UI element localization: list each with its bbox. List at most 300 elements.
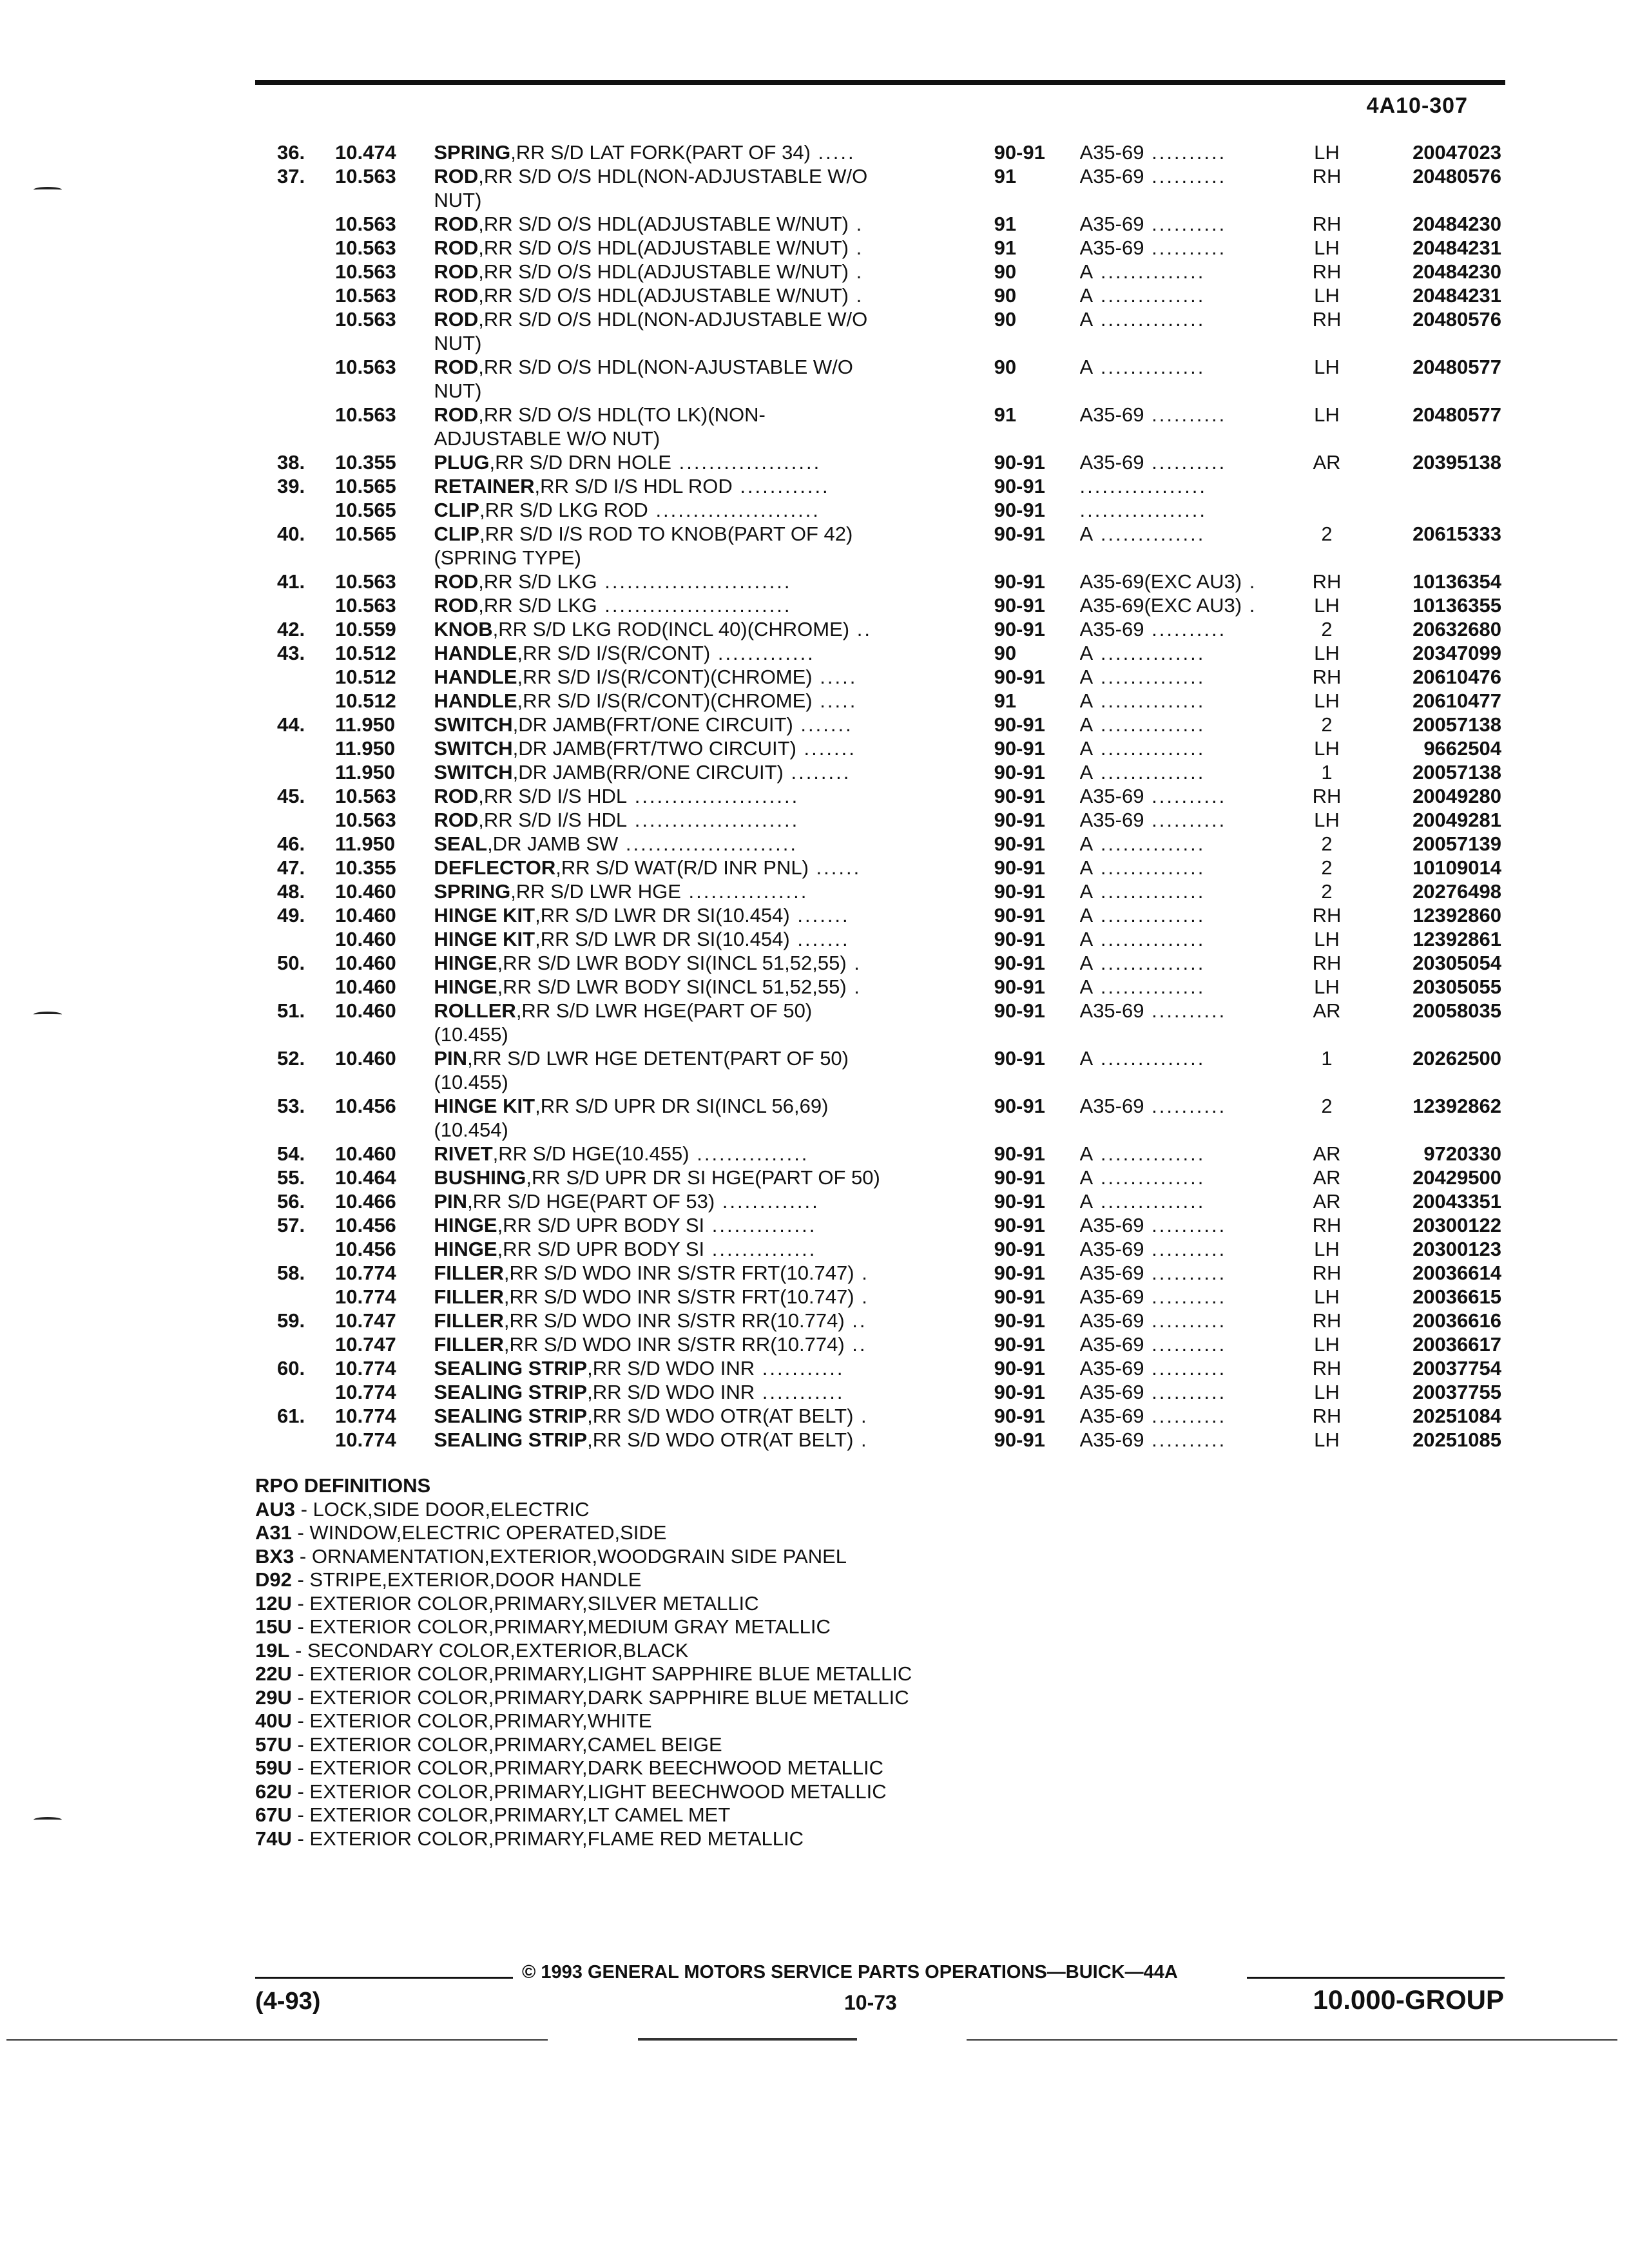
model-years: 90: [994, 260, 1017, 283]
group-number: 11.950: [334, 832, 396, 855]
usage-options: [1080, 450, 1297, 474]
rpo-code: 15U: [255, 1615, 292, 1638]
group-number: 10.460: [334, 999, 396, 1022]
model-years: 90-91: [994, 832, 1045, 855]
rpo-definition: [255, 1498, 912, 1522]
table-row: [277, 450, 1501, 474]
model-years: 90-91: [994, 1214, 1045, 1236]
leader-dots: ..: [844, 1333, 867, 1356]
part-number: 20251085: [1412, 1428, 1501, 1451]
item-number: 46.: [277, 832, 305, 855]
description: [434, 450, 994, 474]
scan-line-left: [6, 2039, 548, 2041]
option-code: A35-69: [1079, 1095, 1144, 1117]
part-description: ,RR S/D LWR DR SI(10.454): [535, 928, 790, 950]
model-years: 90-91: [994, 809, 1045, 831]
rpo-text: - EXTERIOR COLOR,PRIMARY,FLAME RED METALLIC: [291, 1827, 804, 1850]
leader-dots: ........: [783, 761, 851, 783]
table-row-continuation: [277, 1118, 1501, 1142]
model-years: 90-91: [994, 1357, 1045, 1379]
group-number: 10.460: [334, 880, 396, 903]
part-description: ,RR S/D O/S HDL(NON-ADJUSTABLE W/O: [478, 165, 868, 187]
description: [434, 1285, 994, 1309]
part-description: ,RR S/D I/S(R/CONT)(CHROME): [517, 689, 813, 712]
item-number: 38.: [277, 451, 305, 474]
model-years: 90-91: [994, 999, 1045, 1022]
rpo-text: - EXTERIOR COLOR,PRIMARY,DARK BEECHWOOD METALLIC: [291, 1756, 883, 1779]
part-name: ROD: [434, 403, 479, 426]
item-number: [277, 236, 335, 260]
description: [434, 1166, 994, 1189]
rpo-list: [255, 1498, 912, 1851]
part-name: ROD: [434, 785, 479, 807]
group-number: 10.355: [334, 451, 396, 474]
model-years: 90-91: [994, 928, 1045, 950]
table-row: [277, 832, 1501, 856]
part-number: 20043351: [1412, 1190, 1501, 1213]
quantity-side: RH: [1312, 1357, 1342, 1379]
usage-options: [1080, 665, 1297, 689]
description: [434, 736, 994, 760]
rpo-text: - EXTERIOR COLOR,PRIMARY,SILVER METALLIC: [291, 1591, 759, 1615]
part-description: ,RR S/D LKG ROD(INCL 40)(CHROME): [492, 618, 850, 640]
quantity-side: 2: [1321, 713, 1333, 736]
item-number: 45.: [277, 785, 305, 807]
table-row: [277, 1404, 1501, 1428]
option-code: A: [1079, 308, 1094, 331]
part-description: ,DR JAMB(FRT/ONE CIRCUIT): [512, 713, 793, 736]
model-years: 90: [994, 308, 1017, 331]
usage-options: [1080, 140, 1297, 164]
quantity-side: LH: [1314, 594, 1340, 617]
part-name: DEFLECTOR: [434, 856, 556, 879]
description: [434, 617, 994, 641]
description: [434, 879, 994, 903]
model-years: 90-91: [994, 141, 1045, 164]
option-code: A35-69(EXC AU3): [1079, 594, 1242, 617]
part-description: ,RR S/D WDO INR S/STR FRT(10.747): [503, 1285, 854, 1308]
leader-dots: .......................: [618, 832, 798, 855]
group-number: 10.460: [334, 952, 396, 974]
leader-dots: ..............: [1093, 880, 1206, 903]
part-number: 20037754: [1412, 1357, 1501, 1379]
description: [434, 522, 994, 546]
item-number: 40.: [277, 523, 305, 545]
description: [434, 808, 994, 832]
usage-options: [1080, 1142, 1297, 1166]
description-continuation: NUT): [434, 332, 482, 354]
group-number: 11.950: [334, 761, 396, 783]
item-number: [277, 1285, 335, 1309]
description: [434, 856, 994, 879]
part-number: [1356, 474, 1501, 498]
quantity-side: RH: [1312, 1214, 1342, 1236]
table-row: [277, 474, 1501, 498]
table-row: [277, 641, 1501, 665]
option-code: A35-69: [1079, 1357, 1144, 1379]
usage-options: [1080, 736, 1297, 760]
leader-dots: ..........: [1144, 1214, 1227, 1236]
option-code: A: [1079, 832, 1094, 855]
item-number: [277, 355, 335, 379]
model-years: 90-91: [994, 499, 1045, 521]
rpo-code: 12U: [255, 1591, 292, 1615]
table-row: [277, 307, 1501, 331]
part-description: ,RR S/D WDO INR S/STR FRT(10.747): [503, 1262, 854, 1284]
part-number: 20429500: [1412, 1166, 1501, 1189]
option-code: A: [1079, 1190, 1094, 1213]
item-number: [277, 1380, 335, 1404]
description: [434, 498, 994, 522]
description: [434, 832, 994, 856]
quantity-side: LH: [1314, 1428, 1340, 1451]
part-description: ,RR S/D O/S HDL(ADJUSTABLE W/NUT): [478, 236, 849, 259]
item-number: 58.: [277, 1262, 305, 1284]
option-code: A35-69: [1079, 1238, 1144, 1260]
part-description: ,DR JAMB SW: [487, 832, 619, 855]
table-row-continuation: [277, 1023, 1501, 1046]
leader-dots: ..............: [704, 1238, 817, 1260]
option-code: A35-69: [1079, 1381, 1144, 1403]
item-number: [277, 498, 335, 522]
group-number: 10.563: [334, 594, 396, 617]
description: [434, 903, 994, 927]
part-description: ,RR S/D O/S HDL(TO LK)(NON-: [478, 403, 766, 426]
usage-options: [1080, 903, 1297, 927]
group-number: [335, 1023, 434, 1046]
model-years: 90-91: [994, 952, 1045, 974]
group-number: 10.774: [334, 1405, 396, 1427]
rpo-definition: [255, 1615, 912, 1639]
leader-dots: ..............: [1093, 642, 1206, 664]
model-years: 90-91: [994, 451, 1045, 474]
part-number: 20037755: [1412, 1381, 1501, 1403]
usage-options: [1080, 975, 1297, 999]
group-number: 10.563: [334, 260, 396, 283]
item-number: 61.: [277, 1405, 305, 1427]
quantity-side: AR: [1313, 1190, 1341, 1213]
item-number: 36.: [277, 141, 305, 164]
table-row: [277, 593, 1501, 617]
model-years: 90-91: [994, 975, 1045, 998]
table-row: [277, 260, 1501, 284]
item-number: [277, 760, 335, 784]
item-number: 37.: [277, 165, 305, 187]
table-row: [277, 570, 1501, 593]
model-years: 91: [994, 403, 1017, 426]
table-row-continuation: [277, 1070, 1501, 1094]
table-row: [277, 212, 1501, 236]
model-years: 90-91: [994, 1428, 1045, 1451]
table-row: [277, 784, 1501, 808]
part-description: ,RR S/D O/S HDL(NON-AJUSTABLE W/O: [478, 356, 853, 378]
quantity-side: AR: [1313, 451, 1341, 474]
part-description: ,RR S/D O/S HDL(ADJUSTABLE W/NUT): [478, 260, 849, 283]
usage-options: [1080, 617, 1297, 641]
footer-page-number: 10-73: [844, 1991, 897, 2014]
part-number: 20395138: [1412, 451, 1501, 474]
leader-dots: ..............: [1093, 832, 1206, 855]
description: [434, 1237, 994, 1261]
part-number: 20480577: [1412, 356, 1501, 378]
option-code: A: [1079, 904, 1094, 927]
description: [434, 760, 994, 784]
option-code: A: [1079, 666, 1094, 688]
description: [434, 212, 994, 236]
part-number: 20036616: [1412, 1309, 1501, 1332]
model-years: 90: [994, 642, 1017, 664]
model-years: 90-91: [994, 1047, 1045, 1070]
group-number: 10.456: [334, 1238, 396, 1260]
table-row: [277, 1189, 1501, 1213]
leader-dots: .......: [789, 928, 850, 950]
leader-dots: ..............: [1093, 356, 1206, 378]
model-years: 90-91: [994, 475, 1045, 497]
description: [434, 164, 994, 188]
group-number: 10.563: [334, 785, 396, 807]
table-row: [277, 808, 1501, 832]
group-number: 11.950: [334, 713, 396, 736]
part-description: ,RR S/D HGE(PART OF 53): [467, 1190, 715, 1213]
leader-dots: .: [848, 260, 864, 283]
part-description: ,RR S/D LKG: [478, 594, 597, 617]
table-row: [277, 1094, 1501, 1118]
rpo-code: 19L: [255, 1639, 290, 1662]
option-code: A: [1079, 761, 1094, 783]
group-number: 10.563: [334, 356, 396, 378]
leader-dots: .........................: [597, 594, 792, 617]
group-number: 10.563: [334, 165, 396, 187]
option-code: A: [1079, 737, 1094, 760]
quantity-side: RH: [1312, 666, 1342, 688]
table-row: [277, 1237, 1501, 1261]
part-number: 10109014: [1412, 856, 1501, 879]
option-code: A: [1079, 1166, 1094, 1189]
model-years: 90-91: [994, 880, 1045, 903]
part-name: HANDLE: [434, 689, 517, 712]
leader-dots: ..........: [1144, 1262, 1227, 1284]
part-description: ,RR S/D WDO INR: [587, 1357, 755, 1379]
group-number: 10.747: [334, 1333, 396, 1356]
table-row: [277, 1166, 1501, 1189]
part-number: 20484230: [1412, 260, 1501, 283]
usage-options: [1080, 999, 1297, 1023]
quantity-side: AR: [1313, 999, 1341, 1022]
item-number: [277, 307, 335, 331]
quantity-side: 1: [1321, 761, 1333, 783]
part-description: ,DR JAMB(FRT/TWO CIRCUIT): [512, 737, 796, 760]
table-row: [277, 498, 1501, 522]
leader-dots: ..........: [1144, 809, 1227, 831]
group-number: 10.774: [334, 1285, 396, 1308]
model-years: 91: [994, 236, 1017, 259]
part-description: ,RR S/D WDO OTR(AT BELT): [587, 1428, 854, 1451]
option-code: A: [1079, 856, 1094, 879]
leader-dots: ..............: [1093, 689, 1206, 712]
part-description: ,RR S/D O/S HDL(ADJUSTABLE W/NUT): [478, 213, 849, 235]
part-name: ROD: [434, 260, 479, 283]
leader-dots: ..: [844, 1309, 867, 1332]
leader-dots: ......................: [627, 785, 800, 807]
leader-dots: .................: [1079, 475, 1207, 497]
option-code: A: [1079, 260, 1094, 283]
description: [434, 641, 994, 665]
option-code: A35-69: [1079, 1428, 1144, 1451]
leader-dots: .....: [812, 689, 858, 712]
group-number: [335, 379, 434, 403]
rpo-definition: [255, 1803, 912, 1827]
description: [434, 1046, 994, 1070]
part-number: 20305055: [1412, 975, 1501, 998]
leader-dots: ..............: [1093, 308, 1206, 331]
table-row: [277, 403, 1501, 427]
leader-dots: .: [853, 1405, 869, 1427]
part-number: 20057138: [1412, 761, 1501, 783]
description: [434, 593, 994, 617]
option-code: A35-69: [1079, 1262, 1144, 1284]
part-description: ,RR S/D LWR HGE: [510, 880, 681, 903]
table-row-continuation: [277, 427, 1501, 450]
part-number: 20615333: [1412, 523, 1501, 545]
part-number: 20610477: [1412, 689, 1501, 712]
part-name: BUSHING: [434, 1166, 526, 1189]
part-name: ROD: [434, 308, 479, 331]
table-row: [277, 1356, 1501, 1380]
description: [434, 140, 994, 164]
model-years: 90-91: [994, 523, 1045, 545]
usage-options: [1080, 1428, 1297, 1452]
leader-dots: .........................: [597, 570, 792, 593]
rpo-text: - EXTERIOR COLOR,PRIMARY,DARK SAPPHIRE BLUE METALLIC: [291, 1686, 909, 1709]
description: [434, 1404, 994, 1428]
usage-options: [1080, 236, 1297, 260]
group-number: 10.512: [334, 689, 396, 712]
usage-options: [1080, 1404, 1297, 1428]
group-number: 10.563: [334, 213, 396, 235]
model-years: 90-91: [994, 761, 1045, 783]
description: [434, 999, 994, 1023]
rpo-code: 59U: [255, 1756, 292, 1779]
description: [434, 927, 994, 951]
part-description: ,RR S/D UPR DR SI(INCL 56,69): [535, 1095, 829, 1117]
part-name: HINGE KIT: [434, 904, 535, 927]
table-row: [277, 1046, 1501, 1070]
rpo-text: - EXTERIOR COLOR,PRIMARY,WHITE: [291, 1709, 652, 1732]
option-code: A35-69: [1079, 785, 1144, 807]
part-number: 9662504: [1423, 737, 1501, 760]
footer-copyright: © 1993 GENERAL MOTORS SERVICE PARTS OPERATIONS—BUICK—44A: [522, 1962, 1178, 1983]
model-years: 90-91: [994, 666, 1045, 688]
item-number: 55.: [277, 1166, 305, 1189]
usage-options: [1080, 1285, 1297, 1309]
quantity-side: RH: [1312, 570, 1342, 593]
option-code: A: [1079, 1142, 1094, 1165]
leader-dots: .: [848, 213, 864, 235]
leader-dots: ..............: [1093, 737, 1206, 760]
part-name: CLIP: [434, 499, 479, 521]
parts-table: [277, 140, 1501, 1452]
rpo-definitions: [255, 1474, 912, 1850]
usage-options: [1080, 260, 1297, 284]
part-description: ,RR S/D WAT(R/D INR PNL): [555, 856, 809, 879]
table-row-continuation: [277, 546, 1501, 570]
item-number: [277, 403, 335, 427]
description: [434, 1380, 994, 1404]
group-number: 10.747: [334, 1309, 396, 1332]
item-number: [277, 427, 335, 450]
item-number: 53.: [277, 1095, 305, 1117]
description: [434, 307, 994, 331]
option-code: A: [1079, 713, 1094, 736]
part-name: KNOB: [434, 618, 493, 640]
description: [434, 975, 994, 999]
leader-dots: ......................: [627, 809, 800, 831]
part-number: 9720330: [1423, 1142, 1501, 1165]
usage-options: [1080, 355, 1297, 379]
model-years: 90-91: [994, 1333, 1045, 1356]
part-description: ,RR S/D LKG ROD: [479, 499, 648, 521]
option-code: A35-69: [1079, 165, 1144, 187]
part-name: ROLLER: [434, 999, 516, 1022]
description: [434, 260, 994, 284]
part-name: FILLER: [434, 1333, 504, 1356]
leader-dots: ..............: [1093, 260, 1206, 283]
table-row: [277, 355, 1501, 379]
part-number: 20262500: [1412, 1047, 1501, 1070]
model-years: 90-91: [994, 1309, 1045, 1332]
group-number: 10.474: [334, 141, 396, 164]
part-number: [1356, 498, 1501, 522]
usage-options: [1080, 474, 1297, 498]
description-continuation: NUT): [434, 380, 482, 402]
leader-dots: .: [848, 284, 864, 307]
part-name: ROD: [434, 213, 479, 235]
group-number: 10.563: [334, 809, 396, 831]
part-number: 12392862: [1412, 1095, 1501, 1117]
part-name: RIVET: [434, 1142, 493, 1165]
rpo-code: A31: [255, 1521, 292, 1544]
leader-dots: ..............: [1093, 975, 1206, 998]
usage-options: [1080, 760, 1297, 784]
usage-options: [1080, 1046, 1297, 1070]
leader-dots: ..............: [1093, 1047, 1206, 1070]
item-number: [277, 1332, 335, 1356]
rpo-code: 74U: [255, 1827, 292, 1850]
rpo-definition: [255, 1827, 912, 1851]
option-code: A35-69: [1079, 618, 1144, 640]
description: [434, 1189, 994, 1213]
group-number: 10.774: [334, 1262, 396, 1284]
description: [434, 403, 994, 427]
item-number: 39.: [277, 475, 305, 497]
leader-dots: ..............: [1093, 952, 1206, 974]
group-number: 10.456: [334, 1095, 396, 1117]
part-name: SEALING STRIP: [434, 1381, 588, 1403]
usage-options: [1080, 1261, 1297, 1285]
part-number: 20036614: [1412, 1262, 1501, 1284]
group-number: 10.466: [334, 1190, 396, 1213]
item-number: 41.: [277, 570, 305, 593]
part-name: PIN: [434, 1047, 468, 1070]
usage-options: [1080, 784, 1297, 808]
footer-group: 10.000-GROUP: [1313, 1984, 1504, 2015]
item-number: 51.: [277, 999, 305, 1022]
quantity-side: 2: [1321, 856, 1333, 879]
usage-options: [1080, 212, 1297, 236]
item-number: [277, 379, 335, 403]
option-code: A: [1079, 642, 1094, 664]
quantity-side: RH: [1312, 1309, 1342, 1332]
